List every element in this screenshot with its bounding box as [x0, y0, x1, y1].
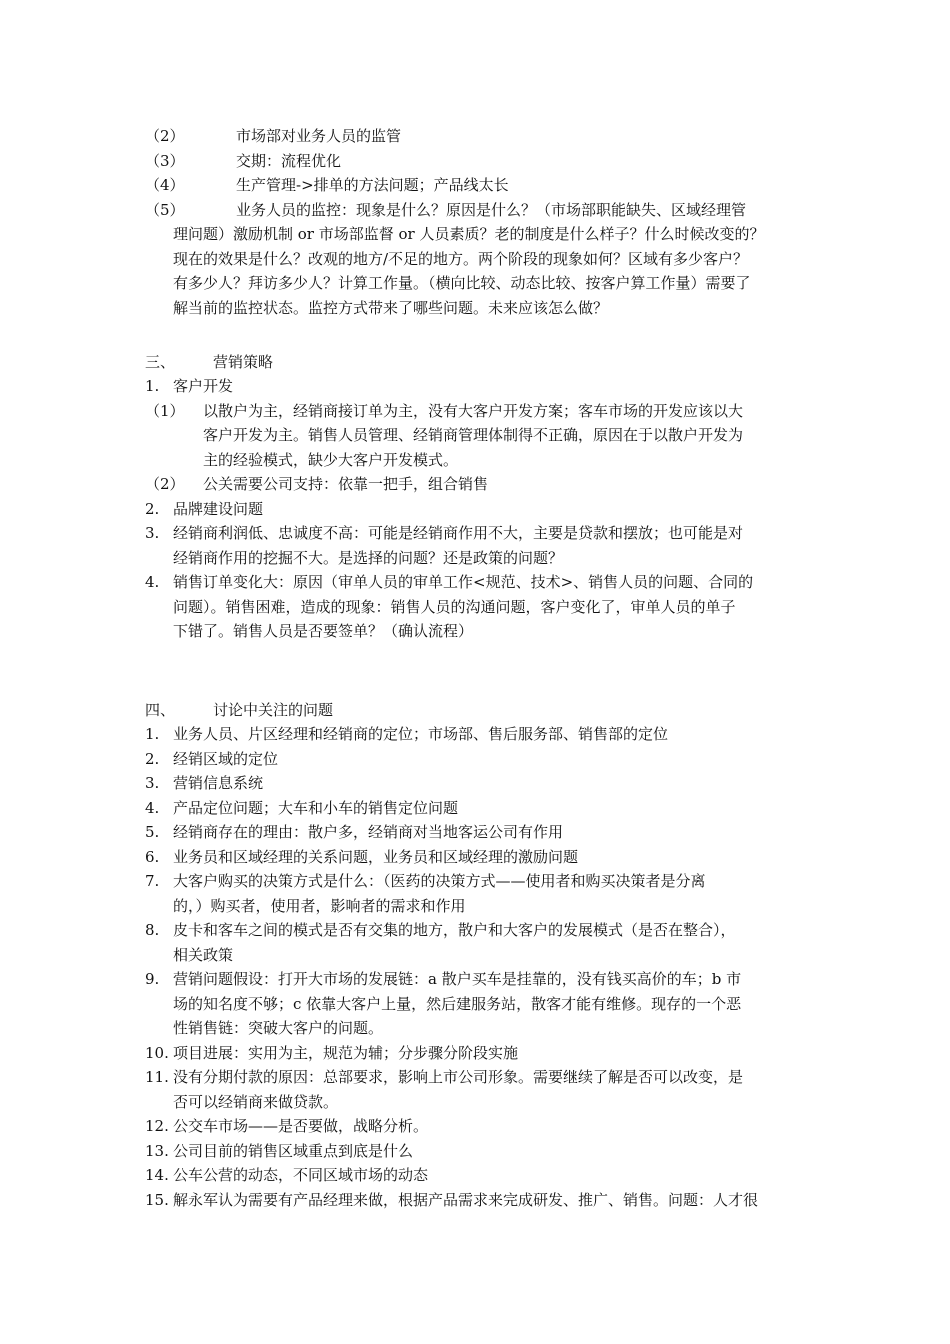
- list-item-line: [0, 1090, 950, 1115]
- list-item-text: 品牌建设问题: [173, 499, 264, 518]
- list-item-line: [0, 296, 950, 321]
- list-item-line: [0, 595, 950, 620]
- list-item-number: （3）: [145, 151, 185, 170]
- list-item-number: 13.: [145, 1141, 169, 1160]
- list-item-text: 现在的效果是什么？改观的地方/不足的地方。两个阶段的现象如何？区域有多少客户？: [173, 249, 749, 268]
- list-item-text: 理问题）激励机制 or 市场部监督 or 人员素质？老的制度是什么样子？什么时候改变的？: [173, 225, 765, 243]
- list-item-line: [0, 149, 950, 174]
- list-item-number: （2）: [145, 475, 185, 493]
- list-item-text: 交期：流程优化: [236, 151, 342, 170]
- list-item-number: 10.: [145, 1043, 169, 1062]
- list-item-text: 业务人员的监控：现象是什么？原因是什么？（市场部职能缺失、区域经理管: [236, 200, 747, 219]
- list-item-line: [0, 374, 950, 399]
- list-item-line: [0, 1139, 950, 1164]
- list-item-number: 11.: [145, 1068, 169, 1086]
- list-item-number: 2.: [145, 499, 160, 518]
- list-item-text: 解当前的监控状态。监控方式带来了哪些问题。未来应该怎么做？: [173, 298, 609, 317]
- list-item-line: [0, 173, 950, 198]
- list-item-line: [0, 796, 950, 821]
- section-four-title: 讨论中关注的问题: [213, 701, 334, 719]
- list-item-number: 5.: [145, 823, 160, 841]
- list-item-line: [0, 1041, 950, 1066]
- list-item-line: [0, 399, 950, 424]
- list-item-text: 否可以经销商来做贷款。: [173, 1092, 339, 1111]
- list-item-text: 没有分期付款的原因：总部要求，影响上市公司形象。需要继续了解是否可以改变，是: [173, 1068, 744, 1086]
- list-item-text: 客户开发: [173, 377, 234, 395]
- list-item-number: （1）: [145, 401, 185, 420]
- list-item-text: 公交车市场——是否要做，战略分析。: [173, 1117, 429, 1135]
- list-item-text: 营销问题假设：打开大市场的发展链：a 散户买车是挂靠的，没有钱买高价的车；b 市: [173, 970, 742, 988]
- list-item-text: 以散户为主，经销商接订单为主，没有大客户开发方案；客车市场的开发应该以大: [203, 401, 744, 420]
- list-item-line: [0, 943, 950, 968]
- list-item-text: 性销售链：突破大客户的问题。: [173, 1019, 384, 1037]
- section-three-title: 营销策略: [213, 353, 274, 371]
- section-two-list: [0, 124, 950, 320]
- list-item-text: 生产管理->排单的方法问题；产品线太长: [236, 176, 509, 194]
- list-item-line: [0, 894, 950, 919]
- list-item-line: [0, 747, 950, 772]
- list-item-text: 销售订单变化大：原因（审单人员的审单工作<规范、技术>、销售人员的问题、合同的: [173, 573, 754, 591]
- list-item-text: 业务员和区域经理的关系问题，业务员和区域经理的激励问题: [173, 847, 579, 866]
- list-item-text: 公关需要公司支持：依靠一把手，组合销售: [203, 475, 489, 493]
- section-three-number: 三、: [145, 353, 176, 371]
- list-item-line: [0, 423, 950, 448]
- list-item-number: 2.: [145, 749, 160, 768]
- list-item-text: 客户开发为主。销售人员管理、经销商管理体制得不正确，原因在于以散户开发为: [203, 426, 744, 444]
- list-item-line: [0, 1163, 950, 1188]
- list-item-number: 3.: [145, 774, 160, 792]
- list-item-line: [0, 845, 950, 870]
- list-item-text: 经销商利润低、忠诚度不高：可能是经销商作用不大，主要是贷款和摆放；也可能是对: [173, 524, 744, 542]
- list-item-text: 市场部对业务人员的监管: [236, 127, 402, 145]
- list-item-text: 经销商存在的理由：散户多，经销商对当地客运公司有作用: [173, 823, 564, 841]
- list-item-number: 12.: [145, 1117, 169, 1135]
- list-item-line: [0, 198, 950, 223]
- list-item-line: [0, 472, 950, 497]
- list-item-text: 有多少人？拜访多少人？计算工作量。（横向比较、动态比较、按客户算工作量）需要了: [173, 274, 751, 292]
- list-item-line: [0, 124, 950, 149]
- section-four-heading: [0, 698, 950, 723]
- list-item-line: [0, 247, 950, 272]
- list-item-number: 1.: [145, 377, 160, 395]
- list-item-number: 3.: [145, 524, 160, 542]
- list-item-number: 6.: [145, 847, 160, 866]
- list-item-line: [0, 869, 950, 894]
- list-item-line: [0, 222, 950, 247]
- list-item-number: 15.: [145, 1190, 169, 1209]
- list-item-number: 7.: [145, 872, 160, 890]
- list-item-text: 业务人员、片区经理和经销商的定位；市场部、售后服务部、销售部的定位: [173, 725, 669, 743]
- list-item-line: [0, 918, 950, 943]
- list-item-text: 项目进展：实用为主，规范为辅；分步骤分阶段实施: [173, 1043, 519, 1062]
- list-item-text: 下错了。销售人员是否要签单？（确认流程）: [173, 622, 474, 640]
- list-item-line: [0, 722, 950, 747]
- list-item-text: 主的经验模式，缺少大客户开发模式。: [203, 450, 459, 469]
- list-item-line: [0, 820, 950, 845]
- section-four-list: [0, 722, 950, 1212]
- section-four-number: 四、: [145, 701, 176, 719]
- list-item-text: 经销区域的定位: [173, 749, 279, 768]
- list-item-text: 营销信息系统: [173, 774, 264, 792]
- list-item-number: 9.: [145, 970, 160, 988]
- list-item-text: 产品定位问题；大车和小车的销售定位问题: [173, 798, 459, 817]
- list-item-line: [0, 570, 950, 595]
- list-item-text: 相关政策: [173, 945, 234, 964]
- list-item-line: [0, 771, 950, 796]
- list-item-line: [0, 1065, 950, 1090]
- list-item-text: 公车公营的动态，不同区域市场的动态: [173, 1166, 429, 1184]
- list-item-text: 解永军认为需要有产品经理来做，根据产品需求来完成研发、推广、销售。问题：人才很: [173, 1190, 759, 1209]
- list-item-number: 1.: [145, 725, 160, 743]
- list-item-number: 4.: [145, 798, 160, 817]
- list-item-text: 场的知名度不够；c 依靠大客户上量，然后建服务站，散客才能有维修。现存的一个恶: [173, 994, 742, 1013]
- list-item-line: [0, 271, 950, 296]
- list-item-number: （4）: [145, 176, 185, 194]
- section-three-list: [0, 374, 950, 644]
- list-item-text: 大客户购买的决策方式是什么：（医药的决策方式——使用者和购买决策者是分离: [173, 872, 706, 890]
- list-item-line: [0, 967, 950, 992]
- list-item-text: 皮卡和客车之间的模式是否有交集的地方，散户和大客户的发展模式（是否在整合），: [173, 921, 736, 939]
- list-item-text: 问题）。销售困难，造成的现象：销售人员的沟通问题，客户变化了，审单人员的单子: [173, 597, 736, 616]
- list-item-number: 8.: [145, 921, 160, 939]
- list-item-line: [0, 992, 950, 1017]
- list-item-text: 公司目前的销售区域重点到底是什么: [173, 1141, 414, 1160]
- list-item-number: （2）: [145, 127, 185, 145]
- list-item-number: （5）: [145, 200, 185, 219]
- list-item-line: [0, 521, 950, 546]
- list-item-line: [0, 1188, 950, 1213]
- list-item-line: [0, 619, 950, 644]
- list-item-text: 经销商作用的挖掘不大。是选择的问题？还是政策的问题？: [173, 548, 564, 567]
- list-item-line: [0, 1016, 950, 1041]
- list-item-number: 4.: [145, 573, 160, 591]
- section-three-heading: [0, 350, 950, 375]
- list-item-line: [0, 448, 950, 473]
- list-item-number: 14.: [145, 1166, 169, 1184]
- list-item-line: [0, 546, 950, 571]
- list-item-text: 的，）购买者，使用者，影响者的需求和作用: [173, 896, 466, 915]
- list-item-line: [0, 1114, 950, 1139]
- list-item-line: [0, 497, 950, 522]
